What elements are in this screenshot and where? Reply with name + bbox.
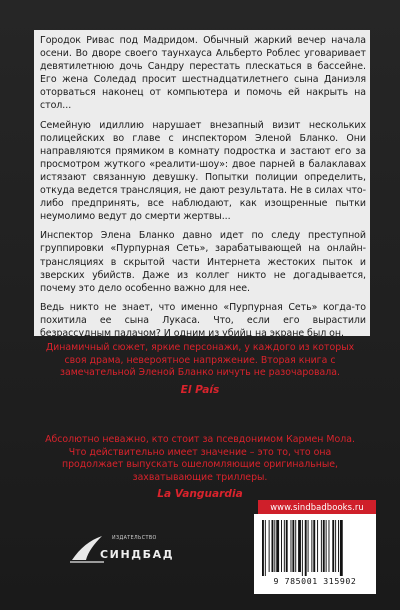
barcode-bar	[340, 520, 343, 576]
publisher-logo	[70, 530, 190, 580]
synopsis-paragraph-3: Инспектор Элена Бланко давно идет по следу преступной группировки «Пурпурная Сеть», зарабатывающей на онлайн-трансляциях в скрытой части Интернета жестоких пыток и зверских убийств. Даже из коллег никто не догадывается, почему это дело особенно важно для нее.	[40, 230, 366, 294]
barcode	[254, 514, 376, 594]
barcode-bar	[338, 520, 339, 572]
synopsis-text	[40, 34, 366, 340]
barcode-bar	[313, 520, 315, 572]
barcode-bar	[326, 520, 327, 572]
review-source: La Vanguardia	[157, 488, 243, 501]
barcode-bar	[265, 520, 266, 576]
synopsis-paragraph-4: Ведь никто не знает, что именно «Пурпурная Сеть» когда-то похитила ее сына Лукаса. Что, если его вырастили безрассудным палачом? И одним из убийц на экране был он.	[40, 301, 366, 339]
publisher-tagline: ИЗДАТЕЛЬСТВО	[112, 536, 157, 541]
synopsis-paragraph-2: Семейную идиллию нарушает внезапный визит нескольких полицейских во главе с инспектором Эленой Бланко. Они направляются прямиком в комнату подростка и застают его за просмотром жуткого «реалити-шоу»: двое парней в балаклавах истязают связанную девушку. Попытки полиции определить, откуда ведется трансляция, не дают результата. Не в силах что-либо предпринять, все наблюдают, как изощренные пытки неумолимо ведут до смерти жертвы...	[40, 119, 366, 223]
barcode-bar	[276, 520, 279, 572]
barcode-bar	[321, 520, 322, 572]
barcode-bar	[284, 520, 285, 572]
review-la-vanguardia	[38, 434, 362, 500]
barcode-bar	[262, 520, 264, 576]
publisher-name: СИНДБАД	[100, 548, 175, 561]
barcode-bar	[291, 520, 292, 572]
barcode-bar	[317, 520, 318, 572]
barcode-bar	[302, 520, 303, 576]
barcode-bar	[311, 520, 312, 572]
barcode-bar	[332, 520, 334, 572]
synopsis-paragraph-1: Городок Ривас под Мадридом. Обычный жаркий вечер начала осени. Во дворе своего таунхауса Альберто Роблес уговаривает девятилетнюю дочь Сандру перестать плескаться в бассейне. Его жена Соледад просит шестнадцатилетнего сына Даниэля оторваться наконец от компьютера и помочь ей накрыть на стол...	[40, 35, 366, 112]
sail-icon	[70, 534, 104, 564]
isbn-number: 9 785001 315902	[273, 576, 357, 586]
review-quote: Абсолютно неважно, кто стоит за псевдонимом Кармен Мола. Что действительно имеет значение – это то, что она продолжает выпускать ошеломляющие оригинальные, захватывающие триллеры.	[45, 434, 355, 483]
barcode-bar	[298, 520, 301, 572]
barcode-bar	[269, 520, 270, 572]
barcode-bar	[308, 520, 309, 572]
barcode-bar	[274, 520, 275, 572]
barcode-bar	[335, 520, 336, 572]
barcode-bar	[292, 520, 294, 572]
barcode-bars	[260, 520, 370, 576]
review-quote: Динамичный сюжет, яркие персонажи, у каждого из которых своя драма, невероятное напряжение. Вторая книга с замечательной Эленой Бланко ничуть не разочаровала.	[45, 342, 355, 379]
barcode-bar	[295, 520, 296, 572]
barcode-bar	[329, 520, 330, 572]
review-el-pais	[38, 342, 362, 396]
barcode-bar	[323, 520, 325, 572]
publisher-website: www.sindbadbooks.ru	[258, 500, 376, 514]
barcode-bar	[305, 520, 307, 576]
barcode-bar	[286, 520, 288, 572]
review-source: El País	[180, 383, 220, 396]
barcode-bar	[272, 520, 274, 572]
barcode-bar	[281, 520, 282, 572]
